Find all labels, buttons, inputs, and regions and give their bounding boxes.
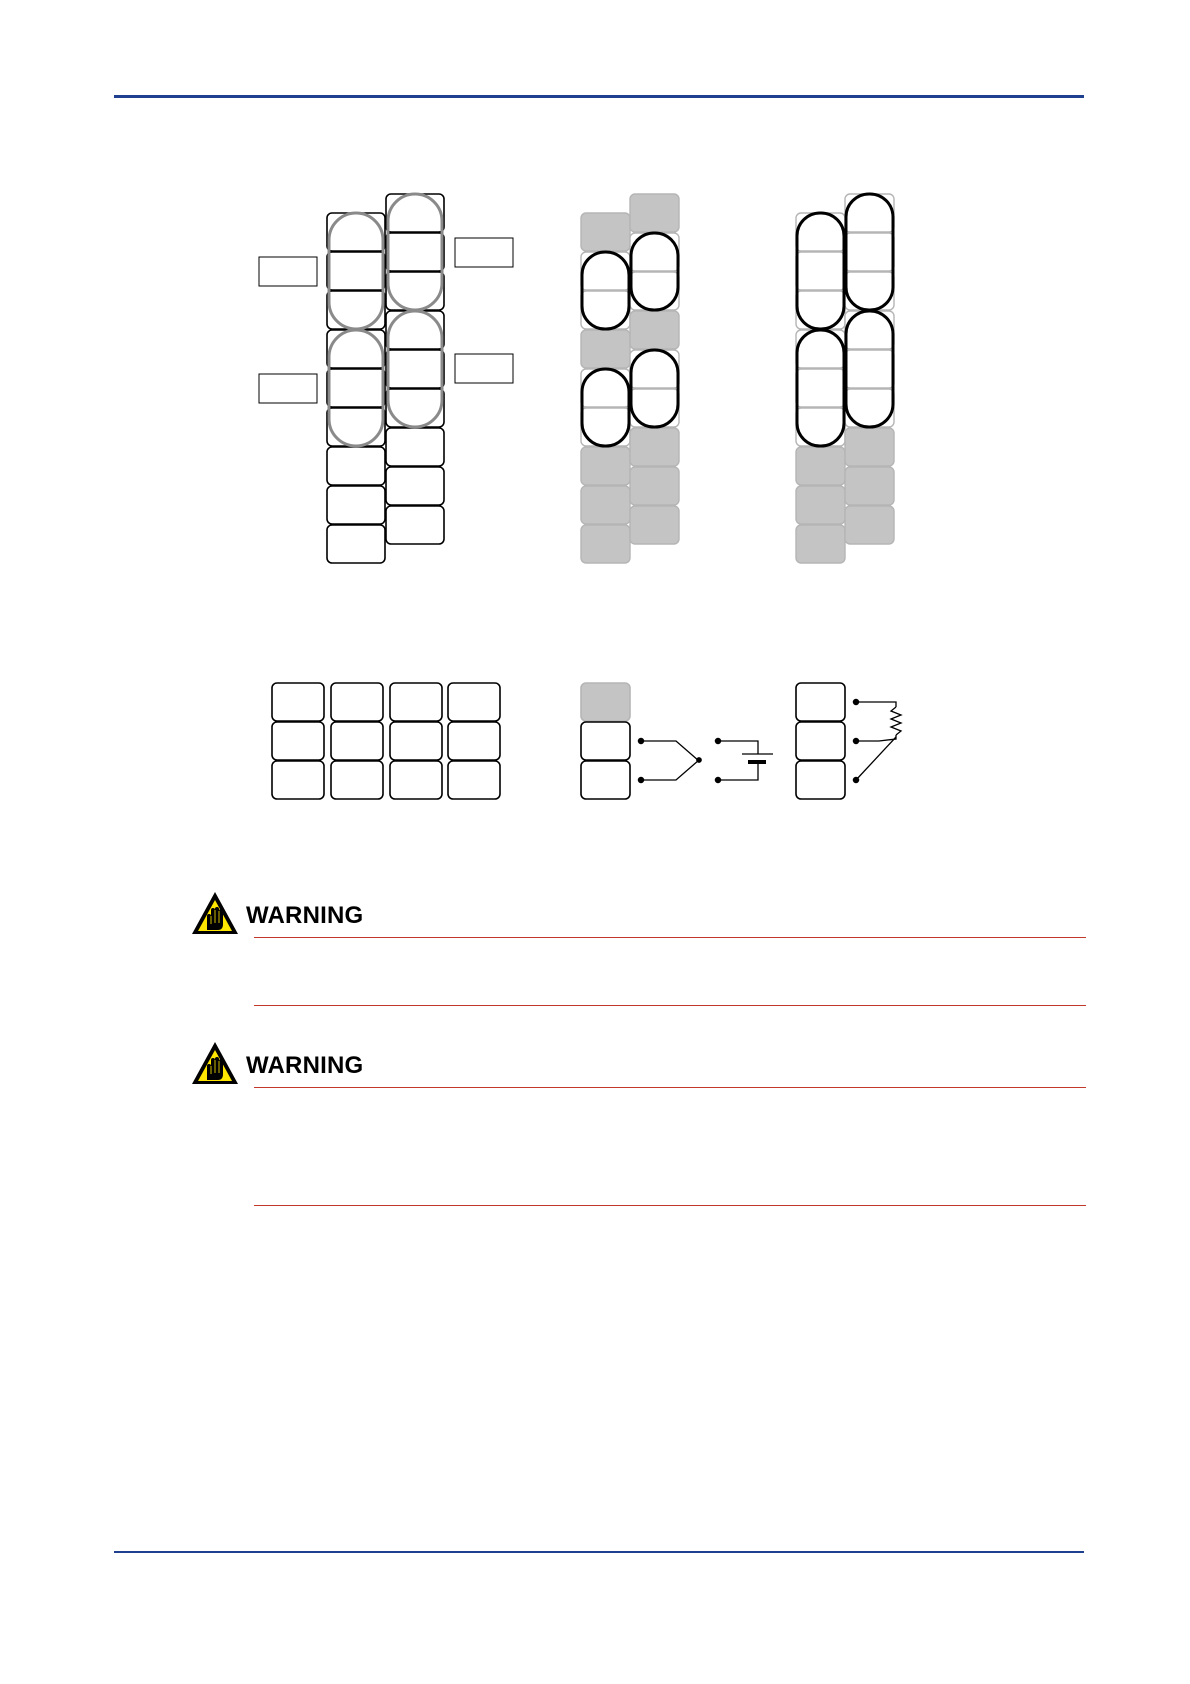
terminal-inactive xyxy=(581,525,630,563)
terminal xyxy=(581,722,630,760)
terminal xyxy=(390,683,442,721)
terminal xyxy=(386,311,444,349)
terminal-inactive xyxy=(581,683,630,721)
terminal xyxy=(272,761,324,799)
terminal xyxy=(448,722,500,760)
terminal xyxy=(448,761,500,799)
terminal-inactive xyxy=(630,428,679,466)
terminal-inactive xyxy=(630,311,679,349)
terminal-inactive xyxy=(796,447,845,485)
terminal-inactive xyxy=(845,467,894,505)
terminal xyxy=(796,761,845,799)
callout-box xyxy=(455,238,513,267)
terminal xyxy=(327,291,385,329)
terminal xyxy=(386,506,444,544)
warning-rule-top xyxy=(254,1087,1086,1088)
warning-title: WARNING xyxy=(246,1052,364,1079)
terminal-column-5 xyxy=(581,683,630,799)
terminal-inactive xyxy=(630,194,679,232)
terminal xyxy=(327,252,385,290)
terminal xyxy=(386,194,444,232)
terminal xyxy=(845,350,894,388)
terminal xyxy=(845,233,894,271)
terminal xyxy=(327,330,385,368)
terminal xyxy=(386,389,444,427)
terminal xyxy=(331,722,383,760)
warning-heading xyxy=(190,1040,490,1086)
terminal xyxy=(386,350,444,388)
terminal xyxy=(327,369,385,407)
warning-heading xyxy=(190,890,490,936)
terminal xyxy=(331,761,383,799)
terminal xyxy=(796,683,845,721)
warning-title: WARNING xyxy=(246,902,364,929)
terminal xyxy=(386,272,444,310)
terminal xyxy=(386,467,444,505)
terminal xyxy=(796,252,845,290)
warning-rule-bottom xyxy=(254,1005,1086,1006)
terminal-inactive xyxy=(845,428,894,466)
terminal-inactive xyxy=(845,506,894,544)
terminal-column-6 xyxy=(796,683,845,799)
terminal-inactive xyxy=(581,330,630,368)
terminal xyxy=(327,447,385,485)
terminal-inactive xyxy=(581,447,630,485)
terminal xyxy=(327,525,385,563)
terminal xyxy=(390,722,442,760)
terminal xyxy=(327,213,385,251)
terminal xyxy=(272,683,324,721)
terminal xyxy=(796,369,845,407)
rtd-symbol xyxy=(853,699,901,782)
terminal xyxy=(386,428,444,466)
footer-rule xyxy=(114,1551,1084,1553)
terminal xyxy=(331,683,383,721)
terminal xyxy=(327,486,385,524)
thermocouple-symbol xyxy=(638,738,701,782)
dc-source-symbol xyxy=(715,738,773,782)
warning-rule-top xyxy=(254,937,1086,938)
terminal xyxy=(386,233,444,271)
terminal xyxy=(448,683,500,721)
terminal-grid-4 xyxy=(272,683,500,799)
terminal xyxy=(272,722,324,760)
terminal-inactive xyxy=(796,525,845,563)
callout-box xyxy=(259,257,317,286)
terminal xyxy=(390,761,442,799)
terminal xyxy=(327,408,385,446)
terminal-inactive xyxy=(630,467,679,505)
callout-box xyxy=(455,354,513,383)
terminal-inactive xyxy=(630,506,679,544)
terminal-inactive xyxy=(581,213,630,251)
caution-hand-icon xyxy=(190,890,240,936)
terminal-inactive xyxy=(796,486,845,524)
caution-hand-icon xyxy=(190,1040,240,1086)
terminal xyxy=(796,722,845,760)
terminal xyxy=(581,761,630,799)
terminal-block-1 xyxy=(327,194,444,563)
warning-rule-bottom xyxy=(254,1205,1086,1206)
terminal-inactive xyxy=(581,486,630,524)
callout-box xyxy=(259,374,317,403)
